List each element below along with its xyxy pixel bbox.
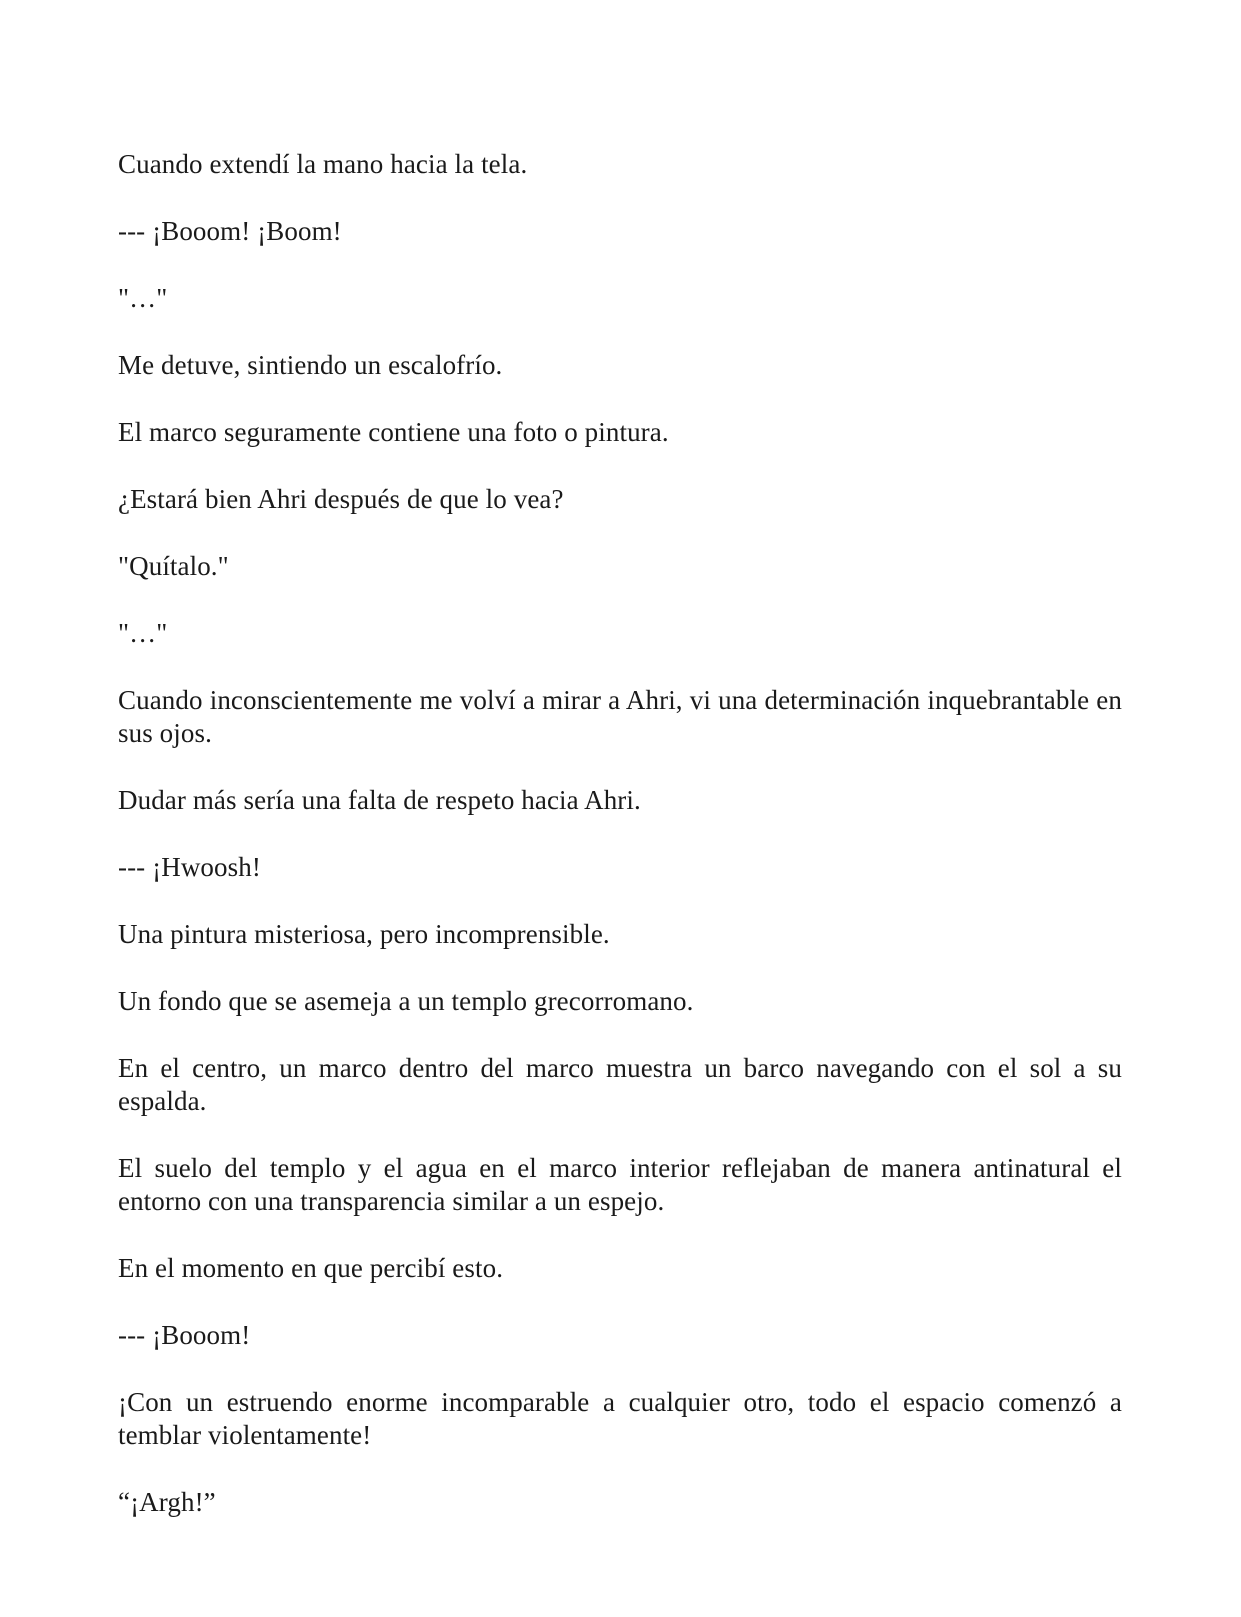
paragraph: El suelo del templo y el agua en el marco interior reflejaban de manera antinatural el entorno con una transparencia similar a un espejo. xyxy=(118,1153,1122,1216)
paragraph: "…" xyxy=(118,618,168,648)
paragraph: "…" xyxy=(118,283,168,313)
paragraph: Una pintura misteriosa, pero incomprensible. xyxy=(118,919,610,949)
text-body xyxy=(118,148,1122,1553)
paragraph: ¿Estará bien Ahri después de que lo vea? xyxy=(118,484,564,514)
paragraph: ¡Con un estruendo enorme incomparable a cualquier otro, todo el espacio comenzó a temblar violentamente! xyxy=(118,1387,1122,1450)
paragraph: Cuando extendí la mano hacia la tela. xyxy=(118,149,528,179)
paragraph: Me detuve, sintiendo un escalofrío. xyxy=(118,350,503,380)
paragraph: --- ¡Booom! ¡Boom! xyxy=(118,216,342,246)
paragraph: --- ¡Hwoosh! xyxy=(118,852,261,882)
paragraph: En el centro, un marco dentro del marco muestra un barco navegando con el sol a su espalda. xyxy=(118,1053,1122,1116)
paragraph: Dudar más sería una falta de respeto hacia Ahri. xyxy=(118,785,641,815)
paragraph: “¡Argh!” xyxy=(118,1487,216,1517)
paragraph: "Quítalo." xyxy=(118,551,229,581)
paragraph: El marco seguramente contiene una foto o pintura. xyxy=(118,417,669,447)
paragraph: En el momento en que percibí esto. xyxy=(118,1253,504,1283)
paragraph: --- ¡Booom! xyxy=(118,1320,251,1350)
paragraph: Un fondo que se asemeja a un templo grecorromano. xyxy=(118,986,694,1016)
paragraph: Cuando inconscientemente me volví a mirar a Ahri, vi una determinación inquebrantable en sus ojos. xyxy=(118,685,1122,748)
